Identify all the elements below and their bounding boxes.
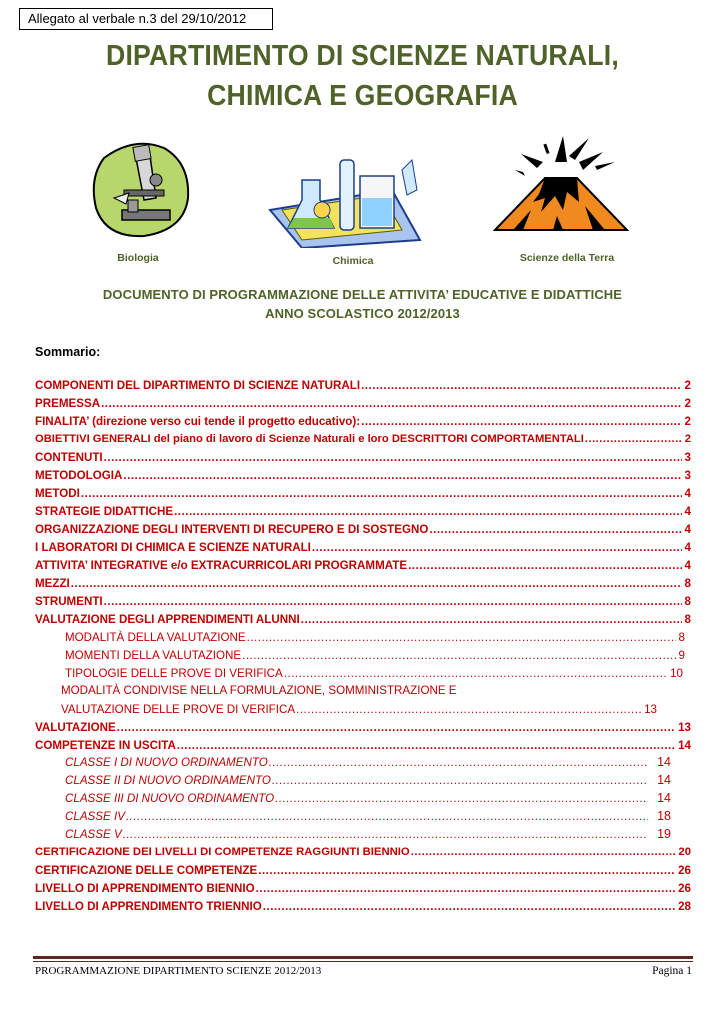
toc-entry-page: 3: [684, 451, 691, 464]
page-number: Pagina 1: [652, 965, 692, 977]
toc-entry-text: CERTIFICAZIONE DEI LIVELLI DI COMPETENZE RAGGIUNTI BIENNIO: [35, 846, 410, 858]
toc-entry[interactable]: [35, 593, 691, 610]
toc-entry-text: VALUTAZIONE DEGLI APPRENDIMENTI ALUNNI: [35, 613, 300, 626]
toc-entry-text: CLASSE IV: [65, 810, 125, 823]
toc-entry-text: I LABORATORI DI CHIMICA E SCIENZE NATURALI: [35, 541, 311, 554]
toc-entry-text: ORGANIZZAZIONE DEGLI INTERVENTI DI RECUPERO E DI SOSTEGNO: [35, 523, 429, 536]
toc-entry-page: 8: [684, 613, 691, 626]
toc-entry-page: 9: [678, 649, 685, 662]
toc-entry-page: 2: [684, 379, 691, 392]
toc-subentry[interactable]: [65, 665, 683, 682]
toc-entry-page: 14: [678, 739, 691, 752]
toc-entry-text: MOMENTI DELLA VALUTAZIONE: [65, 649, 242, 662]
toc-entry[interactable]: [35, 737, 691, 754]
toc-entry-page: 4: [684, 523, 691, 536]
toc-entry-page: 10: [670, 667, 683, 680]
toc-entry-text: CLASSE III DI NUOVO ORDINAMENTO: [65, 792, 275, 805]
footer-rule: [33, 956, 693, 962]
toc-entry-page: 4: [684, 505, 691, 518]
toc-entry[interactable]: [35, 539, 691, 556]
toc-entry-text: MODALITÀ DELLA VALUTAZIONE: [65, 631, 246, 644]
toc-entry-text: CLASSE II DI NUOVO ORDINAMENTO: [65, 774, 271, 787]
toc-entry-page: 3: [684, 469, 691, 482]
toc-entry-text: STRUMENTI: [35, 595, 103, 608]
toc-entry-page: 8: [684, 595, 691, 608]
toc-entry-text: LIVELLO DI APPRENDIMENTO TRIENNIO: [35, 900, 262, 913]
toc-entry-text: CLASSE I DI NUOVO ORDINAMENTO: [65, 756, 268, 769]
toc-entry[interactable]: [35, 413, 691, 430]
toc-entry[interactable]: [35, 611, 691, 628]
sommario-heading: Sommario:: [35, 345, 101, 359]
toc-subentry[interactable]: [65, 629, 685, 646]
toc-entry-page: 4: [684, 487, 691, 500]
toc-entry-text: CERTIFICAZIONE DELLE COMPETENZE: [35, 864, 258, 877]
toc-entry-page: 14: [657, 755, 671, 769]
toc-entry[interactable]: [35, 557, 691, 574]
toc-entry-page: 14: [657, 773, 671, 787]
toc-entry[interactable]: [35, 485, 691, 502]
toc-entry-text: LIVELLO DI APPRENDIMENTO BIENNIO: [35, 882, 255, 895]
toc-entry-text: PREMESSA: [35, 397, 101, 410]
toc-entry[interactable]: [35, 521, 691, 538]
toc-entry-page: 4: [684, 559, 691, 572]
toc-entry-text: COMPETENZE IN USCITA: [35, 739, 176, 752]
toc-entry-page: 13: [644, 703, 657, 716]
toc-entry[interactable]: [35, 467, 691, 484]
attachment-stamp: Allegato al verbale n.3 del 29/10/2012: [19, 8, 273, 30]
toc-entry[interactable]: [35, 844, 691, 861]
toc-entry[interactable]: [35, 395, 691, 412]
toc-entry[interactable]: [35, 503, 691, 520]
toc-entry-text: METODI: [35, 487, 80, 500]
toc-entry-text: VALUTAZIONE DELLE PROVE DI VERIFICA: [61, 703, 296, 716]
toc-entry[interactable]: [35, 431, 691, 448]
toc-entry-page: 13: [678, 721, 691, 734]
toc-entry-text: VALUTAZIONE: [35, 721, 116, 734]
toc-subentry[interactable]: [65, 647, 685, 664]
toc-entry-page: 2: [684, 415, 691, 428]
toc-entry-page: 28: [678, 900, 691, 913]
toc-entry-page: 18: [657, 809, 671, 823]
toc-entry-page: 2: [684, 397, 691, 410]
toc-subentry[interactable]: [65, 754, 671, 771]
toc-entry-page: 26: [678, 864, 691, 877]
toc-entry[interactable]: [35, 898, 691, 915]
caption-chimica: Chimica: [332, 255, 374, 267]
toc-entry-text: TIPOLOGIE DELLE PROVE DI VERIFICA: [65, 667, 283, 680]
toc-entry[interactable]: [35, 862, 691, 879]
toc-entry-text: ATTIVITA’ INTEGRATIVE e/o EXTRACURRICOLARI PROGRAMMATE: [35, 559, 408, 572]
toc-subentry[interactable]: [65, 790, 671, 807]
toc-entry[interactable]: [35, 719, 691, 736]
toc-entry-text: CLASSE V: [65, 828, 122, 841]
toc-subentry[interactable]: [61, 701, 657, 718]
toc-entry-text: METODOLOGIA: [35, 469, 123, 482]
toc-entry-page: 8: [678, 631, 685, 644]
toc-entry-text: FINALITA’ (direzione verso cui tende il progetto educativo):: [35, 415, 361, 428]
toc-entry-text: COMPONENTI DEL DIPARTIMENTO DI SCIENZE NATURALI: [35, 379, 361, 392]
volcano-icon: [493, 132, 629, 236]
document-title-line2: ANNO SCOLASTICO 2012/2013: [265, 306, 460, 321]
lab-glassware-icon: [262, 150, 422, 248]
toc-entry-page: 19: [657, 827, 671, 841]
department-title-line2: CHIMICA E GEOGRAFIA: [207, 80, 518, 112]
toc-entry-text: OBIETTIVI GENERALI del piano di lavoro di Scienze Naturali e loro DESCRITTORI COMPORTAMENTALI: [35, 433, 584, 445]
toc-entry-text: STRATEGIE DIDATTICHE: [35, 505, 174, 518]
toc-subentry[interactable]: [65, 808, 671, 825]
toc-entry[interactable]: [35, 377, 691, 394]
toc-entry-text: MEZZI: [35, 577, 70, 590]
document-title-line1: DOCUMENTO DI PROGRAMMAZIONE DELLE ATTIVITA’ EDUCATIVE E DIDATTICHE: [102, 287, 623, 302]
microscope-icon: [84, 138, 192, 242]
caption-biologia: Biologia: [117, 252, 159, 264]
department-title-line1: DIPARTIMENTO DI SCIENZE NATURALI,: [105, 40, 619, 72]
toc-entry-text: CONTENUTI: [35, 451, 103, 464]
toc-entry-page: 14: [657, 791, 671, 805]
toc-subentry[interactable]: [65, 772, 671, 789]
toc-subentry[interactable]: [65, 826, 671, 843]
toc-entry[interactable]: [35, 575, 691, 592]
toc-entry-page: 20: [678, 846, 691, 858]
toc-entry[interactable]: [35, 880, 691, 897]
toc-entry-page: 2: [684, 433, 691, 445]
toc-entry-page: 4: [684, 541, 691, 554]
toc-entry[interactable]: [35, 449, 691, 466]
caption-scienze-della-terra: Scienze della Terra: [519, 252, 615, 264]
toc-subentry-wrapped-line[interactable]: MODALITÀ CONDIVISE NELLA FORMULAZIONE, SOMMINISTRAZIONE E: [61, 684, 457, 697]
footer-document-label: PROGRAMMAZIONE DIPARTIMENTO SCIENZE 2012/2013: [35, 965, 322, 977]
toc-entry-page: 8: [684, 577, 691, 590]
toc-entry-page: 26: [678, 882, 691, 895]
